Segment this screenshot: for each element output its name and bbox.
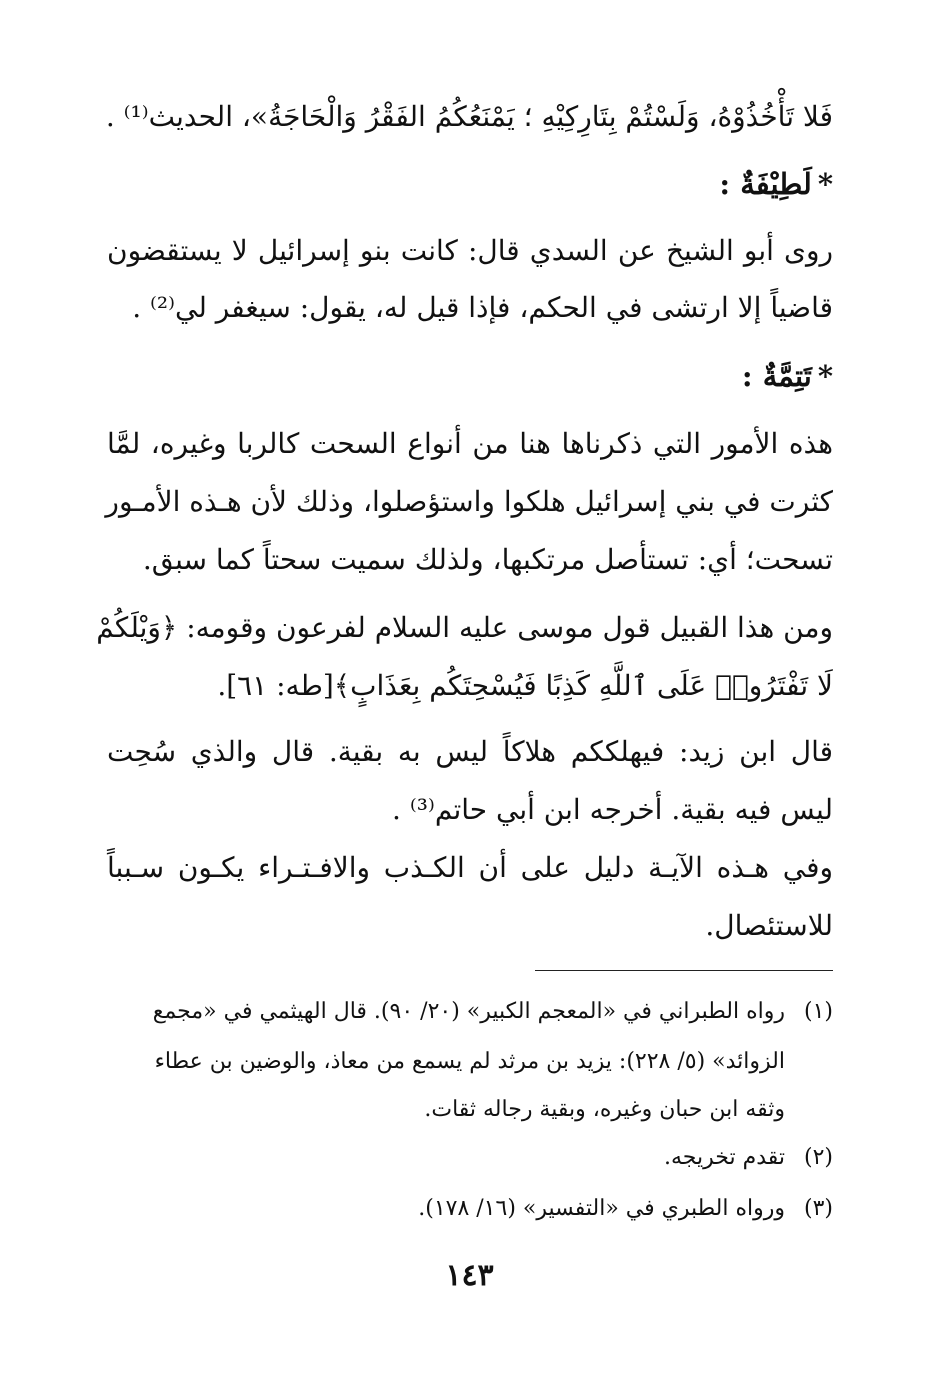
footnote-1-line-2: الزوائد» (٥/ ٢٢٨): يزيد بن مرثد لم يسمع من معاذ، والوضين بن عطاء <box>154 1049 785 1074</box>
page-number: ١٤٣ <box>445 1258 494 1293</box>
body-line-9: ومن هذا القبيل قول موسى عليه السلام لفرعون وقومه: ﴿وَيْلَكُمْ <box>96 611 833 644</box>
star-icon: * <box>817 359 833 393</box>
body-line-3: روى أبو الشيخ عن السدي قال: كانت بنو إسرائيل لا يستقضون <box>107 234 833 267</box>
footnote-3 <box>105 1193 833 1225</box>
section-heading-tatimma <box>107 356 833 396</box>
footnote-text: رواه الطبراني في «المعجم الكبير» (٢٠/ ٩٠). قال الهيثمي في «مجمع <box>152 999 785 1024</box>
footnote-separator <box>535 970 833 971</box>
body-line-11: قال ابن زيد: فيهلككم هلاكاً ليس به بقية. قال والذي سُحِت <box>107 735 833 768</box>
body-line-4: قاضياً إلا ارتشى في الحكم، فإذا قيل له، يقول: سيغفر لي⁽²⁾ . <box>132 291 833 324</box>
body-line-14: للاستئصال. <box>705 909 833 942</box>
body-line-7: كثرت في بني إسرائيل هلكوا واستؤصلوا، وذلك لأن هـذه الأمـور <box>105 485 833 518</box>
heading-text: لَطِيْفَةٌ : <box>719 167 812 201</box>
footnote-number: (٣) <box>803 1196 833 1221</box>
body-line-6: هذه الأمور التي ذكرناها هنا من أنواع السحت كالربا وغيره، لمَّا <box>107 427 833 460</box>
body-line-10-quran-verse: لَا تَفْتَرُوا۟ عَلَى ٱللَّهِ كَذِبًا فَيُسْحِتَكُم بِعَذَابٍ﴾[طه: ٦١]. <box>217 669 833 702</box>
footnote-1 <box>105 996 833 1028</box>
star-icon: * <box>817 167 833 201</box>
footnote-number: (٢) <box>803 1145 833 1170</box>
body-line-1: فَلا تَأْخُذُوْهُ، وَلَسْتُمْ بِتَارِكِيْهِ ؛ يَمْنَعُكُمُ الفَقْرُ وَالْحَاجَةُ»، الحديث⁽¹⁾ . <box>105 100 833 133</box>
body-line-8: تسحت؛ أي: تستأصل مرتكبها، ولذلك سميت سحتاً كما سبق. <box>142 543 833 576</box>
footnote-2 <box>105 1142 833 1174</box>
section-heading-latifa <box>107 164 833 204</box>
footnote-text: ورواه الطبري في «التفسير» (١٦/ ١٧٨). <box>418 1196 785 1221</box>
body-line-13: وفي هـذه الآيـة دليل على أن الكـذب والافـتـراء يكـون سـبباً <box>107 851 833 884</box>
heading-text: تَتِمَّةٌ : <box>741 359 812 393</box>
footnote-text: تقدم تخريجه. <box>664 1145 785 1170</box>
body-line-12: ليس فيه بقية. أخرجه ابن أبي حاتم⁽³⁾ . <box>392 793 833 826</box>
footnote-number: (١) <box>803 999 833 1024</box>
footnote-1-line-3: وثقه ابن حبان وغيره، وبقية رجاله ثقات. <box>424 1097 785 1122</box>
